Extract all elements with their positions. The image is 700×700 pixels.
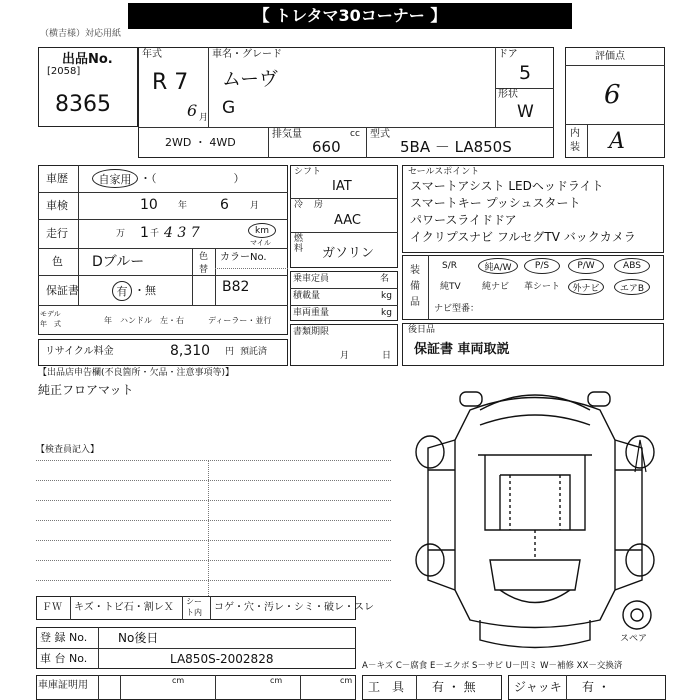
inspector-label: 【検査員記入】 bbox=[36, 445, 100, 455]
aircon-label-2: 房 bbox=[314, 200, 324, 210]
warranty-label: 保証書 bbox=[46, 284, 79, 297]
weight-unit: kg bbox=[381, 308, 392, 318]
inspection-year-unit: 年 bbox=[178, 201, 188, 211]
interior-value: A bbox=[609, 129, 625, 154]
selling-line-1: スマートアシスト LEDヘッドライト bbox=[410, 179, 604, 193]
registration-label: 登 録 No. bbox=[40, 631, 88, 644]
model-name: ムーヴ bbox=[222, 68, 279, 90]
capacity-unit: 名 bbox=[380, 274, 390, 284]
equip-tv: 純TV bbox=[440, 282, 461, 292]
top-note: （横吉様）対応用紙 bbox=[40, 29, 122, 39]
mileage-km: km bbox=[248, 223, 276, 238]
year-value: R 7 bbox=[152, 70, 189, 95]
seat-label-2: ト内 bbox=[186, 608, 202, 617]
doc-deadline-label: 書類期限 bbox=[293, 327, 330, 337]
model-year-label-1: モデル bbox=[40, 310, 61, 318]
recycle-unit: 円 bbox=[225, 347, 235, 357]
registration-value: No後日 bbox=[118, 631, 159, 645]
load-label: 積載量 bbox=[293, 291, 321, 301]
color-no: B82 bbox=[222, 279, 250, 295]
spare-label: スペア bbox=[620, 634, 648, 644]
equip-ps: P/S bbox=[524, 258, 560, 274]
dealer: ディーラー・並行 bbox=[208, 316, 272, 325]
equip-aw: 純A/W bbox=[478, 258, 518, 274]
recycle-note: 預託済 bbox=[240, 347, 268, 357]
interior-label-2: 装 bbox=[570, 142, 580, 153]
history-rest: ・（ ） bbox=[140, 172, 245, 185]
certificate-cm-3: cm bbox=[340, 676, 353, 685]
mileage-mile: マイル bbox=[250, 239, 271, 247]
history-label: 車歴 bbox=[46, 172, 68, 185]
recycle-label: リサイクル料金 bbox=[45, 346, 114, 357]
equip-leather: 革シート bbox=[524, 282, 561, 292]
inspection-year: 10 bbox=[140, 197, 158, 213]
lot-label: 出品No. bbox=[62, 52, 113, 67]
model-label: 車名・グレード bbox=[212, 49, 282, 60]
handle: ハンドル 左・右 bbox=[120, 316, 184, 325]
mileage-label: 走行 bbox=[46, 227, 68, 240]
notes-value: 純正フロアマット bbox=[38, 383, 134, 397]
fuel-label-1: 燃 bbox=[294, 234, 304, 244]
certificate-cm-2: cm bbox=[270, 676, 283, 685]
color-change-1: 色 bbox=[199, 252, 209, 262]
displacement-value: 660 bbox=[312, 138, 341, 156]
seat-text: コゲ・穴・汚レ・シミ・破レ・スレ bbox=[214, 602, 374, 613]
interior-label-1: 内 bbox=[570, 128, 580, 139]
warranty-yes: 有 bbox=[112, 281, 132, 301]
selling-label: セールスポイント bbox=[408, 167, 480, 177]
color-no-label: カラーNo. bbox=[220, 252, 267, 263]
damage-legend: A－キズ C－腐食 E－エクボ S－サビ U－凹ミ W－補修 XX－交換済 bbox=[362, 661, 623, 671]
displacement-label: 排気量 bbox=[272, 129, 302, 140]
chassis-value: LA850S-2002828 bbox=[170, 652, 274, 666]
inspection-month: 6 bbox=[220, 197, 229, 213]
selling-line-3: パワースライドドア bbox=[410, 213, 517, 227]
equip-navi: 純ナビ bbox=[482, 282, 510, 292]
equip-ext-navi: 外ナビ bbox=[568, 279, 604, 295]
load-unit: kg bbox=[381, 291, 392, 301]
model-grade: G bbox=[222, 98, 236, 118]
certificate-cm-1: cm bbox=[172, 676, 185, 685]
aircon-value: AAC bbox=[334, 213, 361, 228]
tools-label: 工 具 bbox=[368, 680, 405, 694]
car-damage-diagram bbox=[400, 380, 670, 670]
type-label: 型式 bbox=[370, 129, 390, 140]
later-label: 後日品 bbox=[408, 325, 436, 335]
mileage-man: 万 bbox=[116, 229, 126, 239]
equip-navi-model: ナビ型番： bbox=[434, 304, 480, 314]
year-label: 年式 bbox=[142, 49, 162, 60]
shift-value: IAT bbox=[332, 179, 352, 194]
history-value: 自家用 bbox=[92, 169, 138, 188]
fw-label: ＦＷ bbox=[42, 602, 62, 613]
year-month: 6 bbox=[187, 101, 198, 120]
shape-label: 形状 bbox=[498, 89, 518, 100]
equip-airbag: エアB bbox=[614, 279, 650, 295]
equip-label-2: 備 bbox=[410, 281, 420, 292]
shift-label: シフト bbox=[294, 167, 322, 177]
equip-label-1: 装 bbox=[410, 265, 420, 276]
model-year-unit: 年 bbox=[104, 316, 112, 325]
equip-label-3: 品 bbox=[410, 297, 420, 308]
doc-deadline-day: 日 bbox=[382, 351, 392, 361]
fuel-label-2: 料 bbox=[294, 244, 304, 254]
capacity-label: 乗車定員 bbox=[293, 274, 330, 284]
warranty-no: ・無 bbox=[134, 284, 156, 297]
doc-deadline-month: 月 bbox=[340, 351, 350, 361]
type-value: 5BA － LA850S bbox=[400, 138, 512, 156]
equip-abs: ABS bbox=[614, 258, 650, 274]
inspection-month-unit: 月 bbox=[250, 201, 260, 211]
mileage-man-value: 1 bbox=[140, 225, 149, 241]
notes-label: 【出品店申告欄(不良箇所・欠品・注意事項等)】 bbox=[38, 368, 235, 378]
color-label: 色 bbox=[52, 255, 63, 268]
certificate-label: 車庫証明用 bbox=[38, 680, 88, 691]
color-change-2: 替 bbox=[199, 265, 209, 275]
selling-line-4: イクリプスナビ フルセグTV バックカメラ bbox=[410, 230, 636, 244]
seat-label-1: シー bbox=[186, 597, 202, 606]
lot-small-no: [2058] bbox=[47, 66, 81, 77]
score-label: 評価点 bbox=[595, 51, 625, 62]
color-value: Dブルー bbox=[92, 254, 145, 270]
header-title: 【 トレタマ30コーナー 】 bbox=[253, 6, 447, 25]
year-month-unit: 月 bbox=[199, 113, 209, 123]
mileage-hand: 4 3 7 bbox=[164, 225, 200, 241]
later-value: 保証書 車両取説 bbox=[414, 342, 510, 357]
tools-value: 有 ・ 無 bbox=[432, 680, 476, 694]
fuel-value: ガソリン bbox=[322, 246, 375, 261]
lot-number: 8365 bbox=[55, 92, 111, 117]
chassis-label: 車 台 No. bbox=[40, 652, 88, 665]
jack-label: ジャッキ bbox=[514, 680, 562, 694]
drive-label: 2WD ・ 4WD bbox=[165, 136, 236, 149]
jack-value: 有 ・ bbox=[582, 680, 610, 694]
weight-label: 車両重量 bbox=[293, 308, 330, 318]
equip-sr: S/R bbox=[442, 261, 457, 271]
model-year-label-2: 年 式 bbox=[40, 320, 61, 328]
displacement-unit: cc bbox=[350, 129, 360, 139]
doors-value: 5 bbox=[519, 62, 532, 84]
aircon-label-1: 冷 bbox=[294, 200, 304, 210]
equip-pw: P/W bbox=[568, 258, 604, 274]
mileage-sen: 千 bbox=[150, 229, 160, 239]
score-value: 6 bbox=[604, 80, 621, 110]
vehicle-detail-box bbox=[38, 165, 288, 335]
doors-label: ドア bbox=[498, 49, 518, 60]
inspection-label: 車検 bbox=[46, 199, 68, 212]
selling-line-2: スマートキー プッシュスタート bbox=[410, 196, 581, 210]
shape-value: W bbox=[517, 102, 534, 122]
fw-text: キズ・トビ石・割レＸ bbox=[74, 602, 174, 613]
recycle-value: 8,310 bbox=[170, 343, 211, 359]
